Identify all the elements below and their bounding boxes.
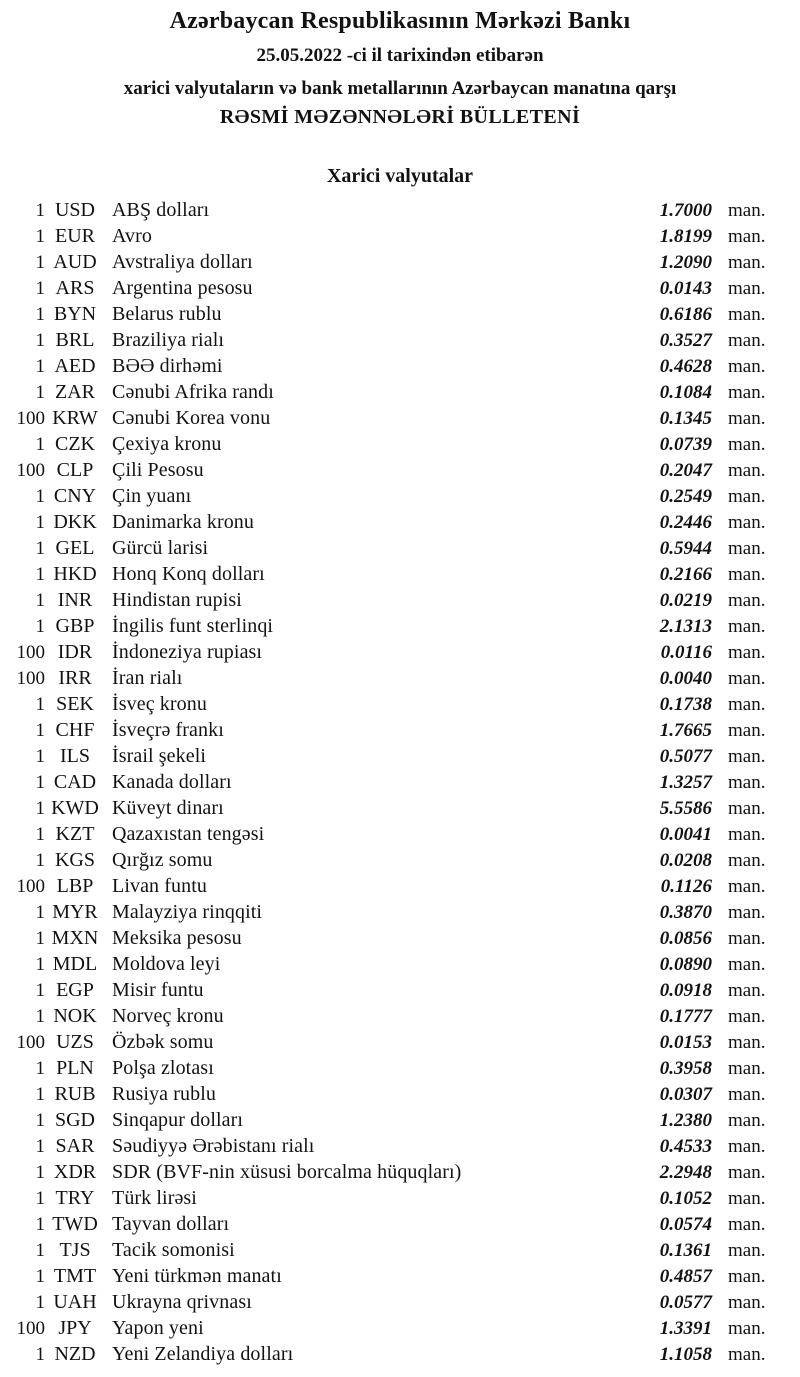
table-row (10, 301, 770, 327)
currency-name: Gürcü larisi (112, 537, 209, 559)
bulletin-header (0, 0, 800, 129)
unit-label: man. (728, 590, 766, 611)
rate-value: 0.0040 (659, 668, 712, 689)
currency-code: EUR (55, 225, 95, 247)
table-row (10, 769, 770, 795)
table-row (10, 1315, 770, 1341)
table-row (10, 1237, 770, 1263)
rate-value: 0.0739 (659, 434, 712, 455)
rate-value: 0.3527 (659, 330, 712, 351)
rate-value: 0.0041 (659, 824, 712, 845)
currency-quantity: 1 (35, 512, 45, 533)
rate-value: 0.1126 (660, 876, 712, 897)
rate-value: 1.1058 (659, 1344, 712, 1365)
currency-quantity: 1 (35, 954, 45, 975)
unit-label: man. (728, 408, 766, 429)
unit-label: man. (728, 226, 766, 247)
currency-name: ABŞ dolları (112, 199, 210, 221)
currency-quantity: 100 (16, 1032, 45, 1053)
currency-name: Misir funtu (112, 979, 204, 1001)
currency-name: Polşa zlotası (112, 1057, 214, 1079)
rate-value: 0.1084 (659, 382, 712, 403)
currency-code: AED (54, 355, 96, 377)
table-row (10, 925, 770, 951)
currency-name: Belarus rublu (112, 303, 222, 325)
currency-quantity: 1 (35, 720, 45, 741)
rate-value: 0.4533 (659, 1136, 712, 1157)
currency-code: TWD (52, 1213, 98, 1235)
unit-label: man. (728, 538, 766, 559)
table-row (10, 1289, 770, 1315)
table-row (10, 587, 770, 613)
currency-quantity: 100 (16, 668, 45, 689)
rate-value: 0.1052 (659, 1188, 712, 1209)
currency-quantity: 1 (35, 1266, 45, 1287)
currency-quantity: 1 (35, 616, 45, 637)
currency-code: CHF (55, 719, 95, 741)
currency-code: RUB (54, 1083, 96, 1105)
unit-label: man. (728, 1058, 766, 1079)
currency-name: Avro (112, 225, 153, 247)
currency-name: Qırğız somu (112, 849, 213, 871)
currency-name: Moldova leyi (112, 953, 221, 975)
table-row (10, 873, 770, 899)
table-row (10, 1003, 770, 1029)
currency-code: UZS (56, 1031, 94, 1053)
currency-name: Danimarka kronu (112, 511, 255, 533)
currency-name: İsrail şekeli (112, 745, 207, 767)
table-row (10, 535, 770, 561)
currency-name: Çexiya kronu (112, 433, 222, 455)
currency-code: SGD (54, 1109, 95, 1131)
unit-label: man. (728, 278, 766, 299)
currency-quantity: 1 (35, 1162, 45, 1183)
currency-code: CAD (53, 771, 97, 793)
currency-quantity: 1 (35, 304, 45, 325)
unit-label: man. (728, 1006, 766, 1027)
currency-code: ARS (55, 277, 95, 299)
currency-name: Hindistan rupisi (112, 589, 242, 611)
currency-code: DKK (53, 511, 97, 533)
currency-name: Yeni türkmən manatı (112, 1265, 282, 1287)
table-row (10, 821, 770, 847)
table-row (10, 639, 770, 665)
unit-label: man. (728, 1344, 766, 1365)
currency-name: İngilis funt sterlinqi (112, 615, 274, 637)
unit-label: man. (728, 850, 766, 871)
rate-value: 0.0574 (659, 1214, 712, 1235)
currency-code: IDR (57, 641, 93, 663)
unit-label: man. (728, 434, 766, 455)
rate-value: 0.1361 (659, 1240, 712, 1261)
currency-name: Norveç kronu (112, 1005, 224, 1027)
currency-code: NZD (54, 1343, 96, 1365)
currency-code: SEK (56, 693, 94, 715)
table-row (10, 197, 770, 223)
table-row (10, 1133, 770, 1159)
table-row (10, 1081, 770, 1107)
currency-code: LBP (56, 875, 94, 897)
unit-label: man. (728, 460, 766, 481)
currency-quantity: 1 (35, 1240, 45, 1261)
currency-quantity: 1 (35, 694, 45, 715)
table-row (10, 379, 770, 405)
table-row (10, 1185, 770, 1211)
currency-code: TJS (59, 1239, 91, 1261)
currency-quantity: 1 (35, 850, 45, 871)
currency-name: Türk lirəsi (112, 1187, 197, 1209)
currency-name: Rusiya rublu (112, 1083, 216, 1105)
table-row (10, 1263, 770, 1289)
unit-label: man. (728, 746, 766, 767)
rate-value: 0.5077 (659, 746, 712, 767)
table-row (10, 847, 770, 873)
unit-label: man. (728, 876, 766, 897)
table-row (10, 249, 770, 275)
currency-quantity: 1 (35, 1188, 45, 1209)
currency-code: KZT (55, 823, 95, 845)
rate-value: 0.0307 (659, 1084, 712, 1105)
rate-value: 1.3257 (659, 772, 712, 793)
currency-code: SAR (55, 1135, 95, 1157)
rate-value: 0.0143 (659, 278, 712, 299)
unit-label: man. (728, 798, 766, 819)
bulletin-title: RƏSMİ MƏZƏNNƏLƏRİ BÜLLETENİ (219, 106, 581, 128)
unit-label: man. (728, 1084, 766, 1105)
currency-quantity: 1 (35, 486, 45, 507)
table-row (10, 717, 770, 743)
currency-quantity: 1 (35, 1084, 45, 1105)
unit-label: man. (728, 772, 766, 793)
currency-name: Qazaxıstan tengəsi (112, 823, 265, 845)
currency-name: Cənubi Afrika randı (112, 381, 274, 403)
currency-quantity: 1 (35, 226, 45, 247)
currency-code: IRR (58, 667, 92, 689)
rate-value: 5.5586 (659, 798, 712, 819)
unit-label: man. (728, 668, 766, 689)
currency-name: Cənubi Korea vonu (112, 407, 271, 429)
table-row (10, 1029, 770, 1055)
currency-name: Küveyt dinarı (112, 797, 224, 819)
currency-quantity: 1 (35, 1292, 45, 1313)
unit-label: man. (728, 824, 766, 845)
table-row (10, 275, 770, 301)
table-row (10, 1159, 770, 1185)
currency-quantity: 100 (16, 876, 45, 897)
table-row (10, 613, 770, 639)
unit-label: man. (728, 512, 766, 533)
unit-label: man. (728, 382, 766, 403)
unit-label: man. (728, 304, 766, 325)
currency-code: TMT (53, 1265, 97, 1287)
currency-code: KWD (51, 797, 99, 819)
table-row (10, 561, 770, 587)
rate-value: 2.2948 (659, 1162, 712, 1183)
unit-label: man. (728, 1188, 766, 1209)
rate-value: 0.1777 (659, 1006, 712, 1027)
currency-code: EGP (56, 979, 94, 1001)
currency-name: Meksika pesosu (112, 927, 242, 949)
unit-label: man. (728, 1318, 766, 1339)
rate-value: 0.6186 (659, 304, 712, 325)
unit-label: man. (728, 616, 766, 637)
table-row (10, 691, 770, 717)
rate-value: 0.1738 (659, 694, 712, 715)
table-row (10, 977, 770, 1003)
currency-code: BYN (53, 303, 97, 325)
currency-code: ILS (60, 745, 90, 767)
section-title: Xarici valyutalar (326, 165, 474, 187)
currency-quantity: 1 (35, 928, 45, 949)
currency-code: NOK (53, 1005, 97, 1027)
table-row (10, 483, 770, 509)
currency-code: TRY (55, 1187, 95, 1209)
effective-date-line: 25.05.2022 -ci il tarixindən etibarən (256, 45, 544, 66)
rate-value: 0.2166 (659, 564, 712, 585)
unit-label: man. (728, 356, 766, 377)
unit-label: man. (728, 1110, 766, 1131)
currency-quantity: 1 (35, 746, 45, 767)
rate-value: 0.0153 (659, 1032, 712, 1053)
currency-name: Honq Konq dolları (112, 563, 265, 585)
currency-name: İsveçrə frankı (112, 719, 224, 741)
rate-value: 1.2380 (659, 1110, 712, 1131)
currency-name: Livan funtu (112, 875, 207, 897)
unit-label: man. (728, 1266, 766, 1287)
currency-name: Tayvan dolları (112, 1213, 230, 1235)
unit-label: man. (728, 1214, 766, 1235)
currency-name: Ukrayna qrivnası (112, 1291, 252, 1313)
unit-label: man. (728, 642, 766, 663)
rate-value: 0.0918 (659, 980, 712, 1001)
rate-value: 1.7000 (659, 200, 712, 221)
currency-code: MXN (51, 927, 99, 949)
currency-quantity: 1 (35, 772, 45, 793)
currency-code: UAH (53, 1291, 97, 1313)
currency-quantity: 100 (16, 408, 45, 429)
rate-value: 0.4628 (659, 356, 712, 377)
currency-code: GBP (55, 615, 95, 637)
table-row (10, 223, 770, 249)
currency-quantity: 1 (35, 200, 45, 221)
rate-value: 1.2090 (659, 252, 712, 273)
currency-name: Braziliya rialı (112, 329, 225, 351)
currency-code: JPY (58, 1317, 92, 1339)
currency-code: AUD (53, 251, 97, 273)
currency-quantity: 1 (35, 1136, 45, 1157)
currency-name: İran rialı (112, 667, 183, 689)
currency-quantity: 100 (16, 1318, 45, 1339)
table-row (10, 899, 770, 925)
rate-value: 0.0219 (659, 590, 712, 611)
currency-quantity: 1 (35, 1006, 45, 1027)
unit-label: man. (728, 330, 766, 351)
currency-quantity: 100 (16, 460, 45, 481)
currency-quantity: 1 (35, 1344, 45, 1365)
currency-name: Sinqapur dolları (112, 1109, 244, 1131)
currency-name: Avstraliya dolları (112, 251, 253, 273)
rate-value: 1.3391 (659, 1318, 712, 1339)
currency-name: Çili Pesosu (112, 459, 204, 481)
currency-name: Çin yuanı (112, 485, 192, 507)
rate-value: 0.0890 (659, 954, 712, 975)
unit-label: man. (728, 564, 766, 585)
currency-quantity: 1 (35, 356, 45, 377)
currency-name: İndoneziya rupiası (112, 641, 263, 663)
currency-name: Malayziya rinqqiti (112, 901, 263, 923)
currency-quantity: 1 (35, 980, 45, 1001)
currency-code: ZAR (55, 381, 95, 403)
rate-value: 1.7665 (659, 720, 712, 741)
unit-label: man. (728, 252, 766, 273)
currency-code: CZK (55, 433, 95, 455)
currency-code: KGS (54, 849, 95, 871)
rates-table (10, 197, 770, 1367)
unit-label: man. (728, 902, 766, 923)
currency-quantity: 1 (35, 252, 45, 273)
table-row (10, 795, 770, 821)
table-row (10, 431, 770, 457)
currency-code: HKD (53, 563, 97, 585)
table-row (10, 509, 770, 535)
unit-label: man. (728, 928, 766, 949)
currency-code: XDR (53, 1161, 97, 1183)
rate-value: 0.4857 (659, 1266, 712, 1287)
table-row (10, 405, 770, 431)
unit-label: man. (728, 486, 766, 507)
rate-value: 0.5944 (659, 538, 712, 559)
table-row (10, 665, 770, 691)
unit-label: man. (728, 1292, 766, 1313)
rate-value: 0.3870 (659, 902, 712, 923)
unit-label: man. (728, 954, 766, 975)
currency-code: CNY (53, 485, 97, 507)
currency-code: USD (54, 199, 95, 221)
currency-code: MYR (52, 901, 98, 923)
currency-code: BRL (55, 329, 95, 351)
table-row (10, 457, 770, 483)
unit-label: man. (728, 1162, 766, 1183)
currency-name: SDR (BVF-nin xüsusi borcalma hüquqları) (112, 1161, 462, 1183)
unit-label: man. (728, 200, 766, 221)
table-row (10, 951, 770, 977)
rate-value: 0.2446 (659, 512, 712, 533)
rate-value: 2.1313 (659, 616, 712, 637)
currency-name: Tacik somonisi (112, 1239, 235, 1261)
currency-name: Argentina pesosu (112, 277, 253, 299)
rate-value: 0.3958 (659, 1058, 712, 1079)
currency-quantity: 1 (35, 382, 45, 403)
rate-value: 0.0577 (659, 1292, 712, 1313)
page-title: Azərbaycan Respublikasının Mərkəzi Bankı (169, 8, 631, 34)
currency-code: KRW (52, 407, 98, 429)
table-row (10, 743, 770, 769)
currency-quantity: 1 (35, 824, 45, 845)
currency-code: MDL (52, 953, 98, 975)
rate-value: 0.0116 (660, 642, 712, 663)
table-row (10, 327, 770, 353)
currency-quantity: 1 (35, 798, 45, 819)
currency-quantity: 1 (35, 434, 45, 455)
subtitle-line: xarici valyutaların və bank metallarının Azərbaycan manatına qarşı (123, 78, 677, 99)
rate-value: 0.0208 (659, 850, 712, 871)
currency-name: Səudiyyə Ərəbistanı rialı (112, 1135, 315, 1157)
currency-quantity: 100 (16, 642, 45, 663)
currency-code: INR (57, 589, 93, 611)
rate-value: 1.8199 (659, 226, 712, 247)
rate-value: 0.0856 (659, 928, 712, 949)
currency-code: CLP (56, 459, 94, 481)
currency-quantity: 1 (35, 278, 45, 299)
currency-code: PLN (56, 1057, 94, 1079)
currency-quantity: 1 (35, 902, 45, 923)
currency-quantity: 1 (35, 1214, 45, 1235)
unit-label: man. (728, 1032, 766, 1053)
unit-label: man. (728, 1240, 766, 1261)
unit-label: man. (728, 720, 766, 741)
rate-value: 0.1345 (659, 408, 712, 429)
currency-name: Özbək somu (112, 1031, 214, 1053)
table-row (10, 353, 770, 379)
currency-quantity: 1 (35, 1110, 45, 1131)
currency-name: BƏƏ dirhəmi (112, 355, 223, 377)
currency-name: Yeni Zelandiya dolları (112, 1343, 294, 1365)
currency-quantity: 1 (35, 1058, 45, 1079)
currency-code: GEL (55, 537, 95, 559)
unit-label: man. (728, 980, 766, 1001)
table-row (10, 1341, 770, 1367)
unit-label: man. (728, 1136, 766, 1157)
currency-name: Yapon yeni (112, 1317, 204, 1339)
currency-name: Kanada dolları (112, 771, 232, 793)
rate-value: 0.2047 (659, 460, 712, 481)
currency-quantity: 1 (35, 330, 45, 351)
rate-value: 0.2549 (659, 486, 712, 507)
currency-name: İsveç kronu (112, 693, 207, 715)
currency-quantity: 1 (35, 538, 45, 559)
currency-quantity: 1 (35, 590, 45, 611)
table-row (10, 1055, 770, 1081)
unit-label: man. (728, 694, 766, 715)
table-row (10, 1107, 770, 1133)
currency-quantity: 1 (35, 564, 45, 585)
table-row (10, 1211, 770, 1237)
